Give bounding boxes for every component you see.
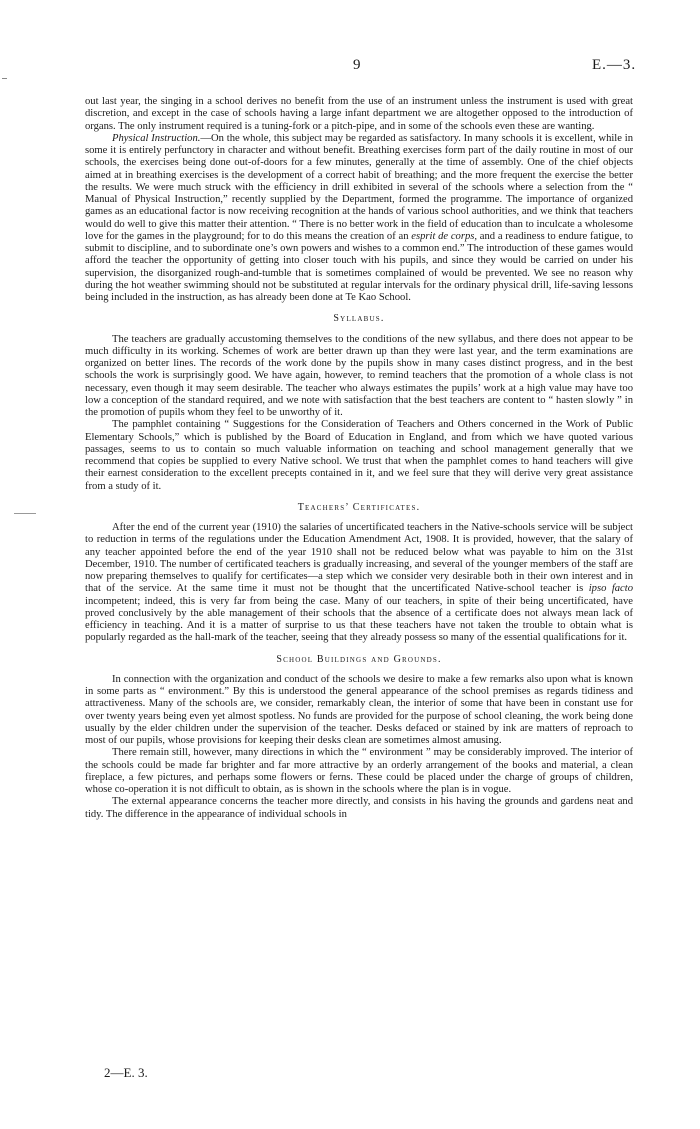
- paragraph: There remain still, however, many directions in which the “ environment ” may be considerably improved. The interior of the schools could be made far brighter and far more attractive by an orderly arrangement of the books and material, a clean fireplace, a few pictures, and perhaps some flowers or ferns. These could be placed under the charge of groups of children, whose co-operation it is not difficult to obtain, as is shown in the schools where the plan is in vogue.: [85, 747, 633, 795]
- paragraph: The external appearance concerns the teacher more directly, and consists in his having the grounds and gardens neat and tidy. The difference in the appearance of individual schools in: [85, 796, 633, 820]
- section-heading: School Buildings and Grounds.: [276, 653, 442, 665]
- document-reference: E.—3.: [592, 57, 637, 73]
- signature-mark: 2—E. 3.: [104, 1065, 148, 1080]
- paragraph: The teachers are gradually accustoming themselves to the conditions of the new syllabus, and there does not appear to be much difficulty in its working. Schemes of work are better drawn up than they were last year, and the term examinations are organized on better lines. The records of the work done by the pupils show in many cases distinct progress, and in the best schools the work is surprisingly good. We have again, however, to remind teachers that the promotion of a whole class is not necessary, even though it may seem desirable. The teacher who always estimates the pupils’ work at a high value may have too low a conception of the standard required, and we note with satisfaction that the best teachers are content to “ hasten slowly ” in the promotion of pupils whom they feel to be unworthy of it.: [85, 333, 633, 418]
- paragraph-lead: Physical Instruction.: [112, 132, 201, 144]
- paragraph: The pamphlet containing “ Suggestions for the Consideration of Teachers and Others concerned in the Work of Public Elementary Schools,” which is published by the Board of Education in England, and from which we have quoted various passages, seems to us to contain so much valuable information on teaching and school management generally that we recommend that copies be supplied to every Native school. We trust that when the pamphlet comes to hand teachers will give their earnest consideration to the excellent precepts contained in it, and we feel sure that they will derive very great assistance from a study of it.: [85, 419, 633, 492]
- section-heading: Teachers’ Certificates.: [297, 501, 421, 513]
- paragraph: Physical Instruction.—On the whole, this subject may be regarded as satisfactory. In many schools it is excellent, while in some it is entirely perfunctory in character and without benefit. Breathing exercises form part of the daily routine in most of our schools, the exercises being done out-of-doors for a few minutes, generally at the time of assembly. One of the chief objects aimed at in breathing exercises is the development of a correct habit of breathing; and the more frequent the exercise the better the results. We were much struck with the efficiency in drill exhibited in several of the schools where a selection from the “ Manual of Physical Instruction,” recently supplied by the Department, formed the programme. The importance of organized games as an educational factor is now receiving recognition at the hands of various school authorities, and we think that teachers would do well to give this matter their attention. “ There is no better work in the field of education than to inculcate a wholesome love for the games in the playground; for to do this means the creation of an esprit de corps, and a readiness to endure fatigue, to submit to discipline, and to subordinate one’s own powers and wishes to a common end.” The introduction of these games would afford the teacher the opportunity of getting into closer touch with his pupils, and since they would be carried on under his supervision, the disorganized rough-and-tumble that is sometimes complained of would be prevented. We see no reason why during the hot weather swimming should not be substituted at regular intervals for the ordinary physical drill, life-saving lessons being included in the instruction, as has already been done at Te Kao School.: [85, 132, 634, 303]
- paragraph: out last year, the singing in a school derives no benefit from the use of an instrument unless the instrument is used with great discretion, and except in the case of schools having a large infant department we are altogether opposed to the introduction of organs. The only instrument required is a tuning-fork or a pitch-pipe, and in some of the schools even these are wanting.: [85, 96, 633, 132]
- margin-mark: [14, 513, 36, 514]
- document-body: [85, 96, 633, 821]
- page-number: 9: [353, 57, 361, 73]
- paragraph: After the end of the current year (1910) the salaries of uncertificated teachers in the Native-schools service will be subject to reduction in terms of the regulations under the Education Amendment Act, 1908. It is provided, however, that the salary of any teacher appointed before the end of the year 1910 shall not be reduced below what was payable to him on the 31st December, 1910. The number of certificated teachers is gradually increasing, and several of the younger members of the staff are now preparing themselves to qualify for certificates—a step which we consider very desirable both in their own interest and in that of the service. At the same time it must not be thought that the uncertificated Native-school teacher is ipso facto incompetent; indeed, this is very far from being the case. Many of our teachers, in spite of their being uncertificated, have proved conclusively by the able management of their schools that the absence of a certificate does not always mean lack of efficiency in teaching. And it is a matter of surprise to us that these teachers have not taken the trouble to obtain what is popularly regarded as the hall-mark of the teacher, seeing that they already possess so many of the essential qualifications for it.: [85, 522, 633, 644]
- section-heading: Syllabus.: [333, 313, 385, 325]
- paragraph: In connection with the organization and conduct of the schools we desire to make a few remarks also upon what is known in some parts as “ environment.” By this is understood the general appearance of the school premises as regards tidiness and attractiveness. Many of the schools are, we consider, remarkably clean, the interior of some that have been in constant use for over twenty years being even yet almost spotless. No funds are provided for the purpose of school cleaning, the work being done usually by the elder children under the supervision of the teacher. Desks defaced or stained by ink are matters of reproach to most of our pupils, whose provisions for keeping their desks clean are sometimes almost amusing.: [85, 673, 633, 746]
- page-header: [0, 57, 700, 77]
- margin-mark: [2, 78, 7, 79]
